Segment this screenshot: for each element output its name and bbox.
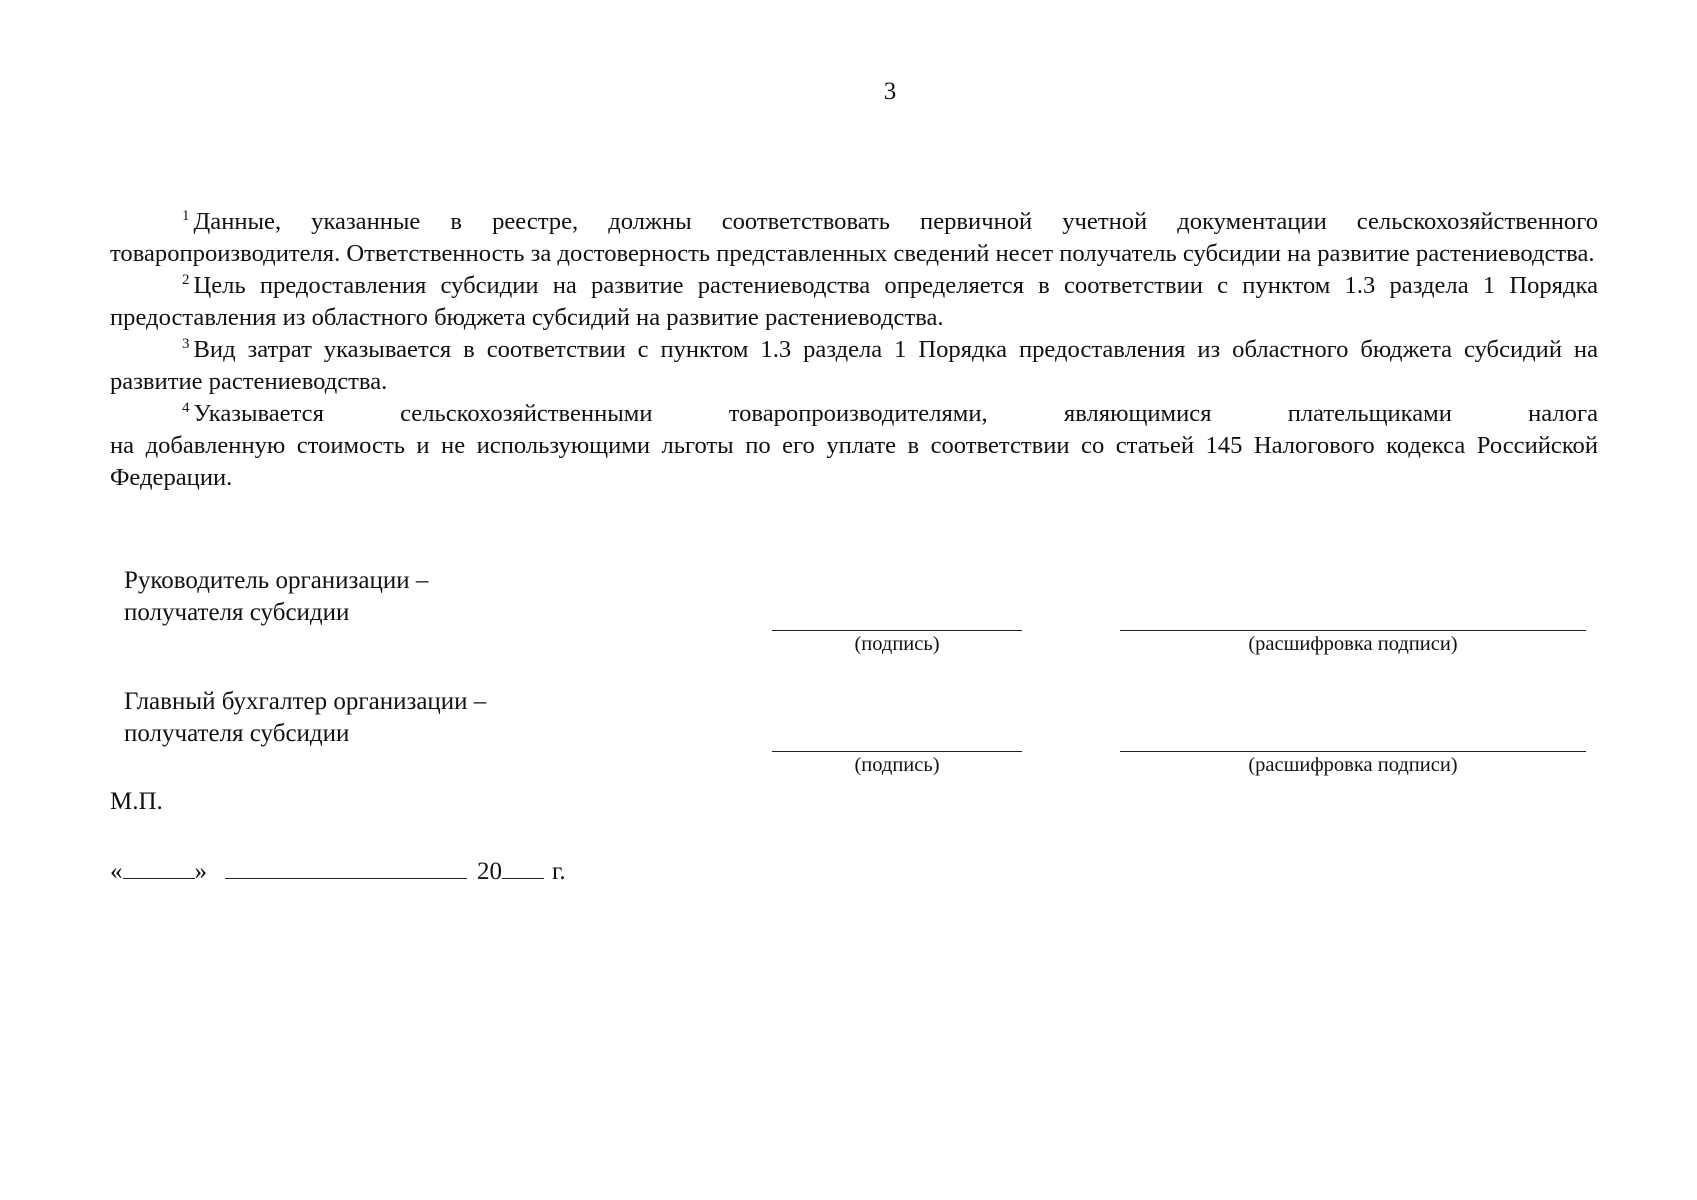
footnote-marker: 3 xyxy=(182,336,190,352)
footnote-4 xyxy=(110,398,1598,494)
signature-decode-line[interactable] xyxy=(1120,751,1586,752)
signatory-title: Руководитель организации – xyxy=(124,567,429,594)
footnote-marker: 4 xyxy=(182,400,190,416)
signature-decode-caption: (расшифровка подписи) xyxy=(1248,754,1458,776)
date-open-quote: « xyxy=(110,858,123,885)
footnote-first-line xyxy=(110,398,1598,430)
signatory-subtitle: получателя субсидии xyxy=(124,720,350,747)
footnote-text: на добавленную стоимость и не использующими льготы по его уплате в соответствии со статьей 145 Налогового кодекса Российской Федерации. xyxy=(110,432,1598,491)
stamp-label: М.П. xyxy=(110,788,163,815)
signature-line[interactable] xyxy=(772,751,1022,752)
footnote-marker: 1 xyxy=(182,208,190,224)
date-close-quote: » xyxy=(194,858,207,885)
year-prefix: 20 xyxy=(477,858,502,885)
signature-line[interactable] xyxy=(772,630,1022,631)
footnote-text: Данные, указанные в реестре, должны соответствовать первичной учетной документации сельскохозяйственного товаропроизводителя. Ответственность за достоверность представленных сведений несет получатель субсидии на развитие растениеводства. xyxy=(110,208,1598,267)
footnote-marker: 2 xyxy=(182,272,190,288)
footnote-text: Указывается сельскохозяйственными товаропроизводителями, являющимися плательщиками налога xyxy=(193,400,1598,427)
signature-caption: (подпись) xyxy=(854,754,940,776)
date-row xyxy=(110,856,566,886)
month-blank[interactable] xyxy=(225,856,467,879)
footnote-2 xyxy=(110,270,1598,334)
signature-decode-caption: (расшифровка подписи) xyxy=(1248,633,1458,655)
signatory-subtitle: получателя субсидии xyxy=(124,599,350,626)
year-suffix: г. xyxy=(552,858,566,885)
head-signatory-label xyxy=(124,565,428,629)
footnotes xyxy=(110,206,1598,494)
day-blank[interactable] xyxy=(123,856,195,879)
footnote-text: Цель предоставления субсидии на развитие растениеводства определяется в соответствии с пунктом 1.3 раздела 1 Порядка предоставления из областного бюджета субсидий на развитие растениеводства. xyxy=(110,272,1598,331)
signatory-title: Главный бухгалтер организации – xyxy=(124,688,487,715)
page-number: 3 xyxy=(883,78,897,105)
footnote-text: Вид затрат указывается в соответствии с пунктом 1.3 раздела 1 Порядка предоставления из областного бюджета субсидий на развитие растениеводства. xyxy=(110,336,1598,395)
chief-accountant-label xyxy=(124,686,486,750)
footnote-1 xyxy=(110,206,1598,270)
signature-decode-line[interactable] xyxy=(1120,630,1586,631)
footnote-3 xyxy=(110,334,1598,398)
signature-caption: (подпись) xyxy=(854,633,940,655)
year-blank[interactable] xyxy=(502,856,544,879)
